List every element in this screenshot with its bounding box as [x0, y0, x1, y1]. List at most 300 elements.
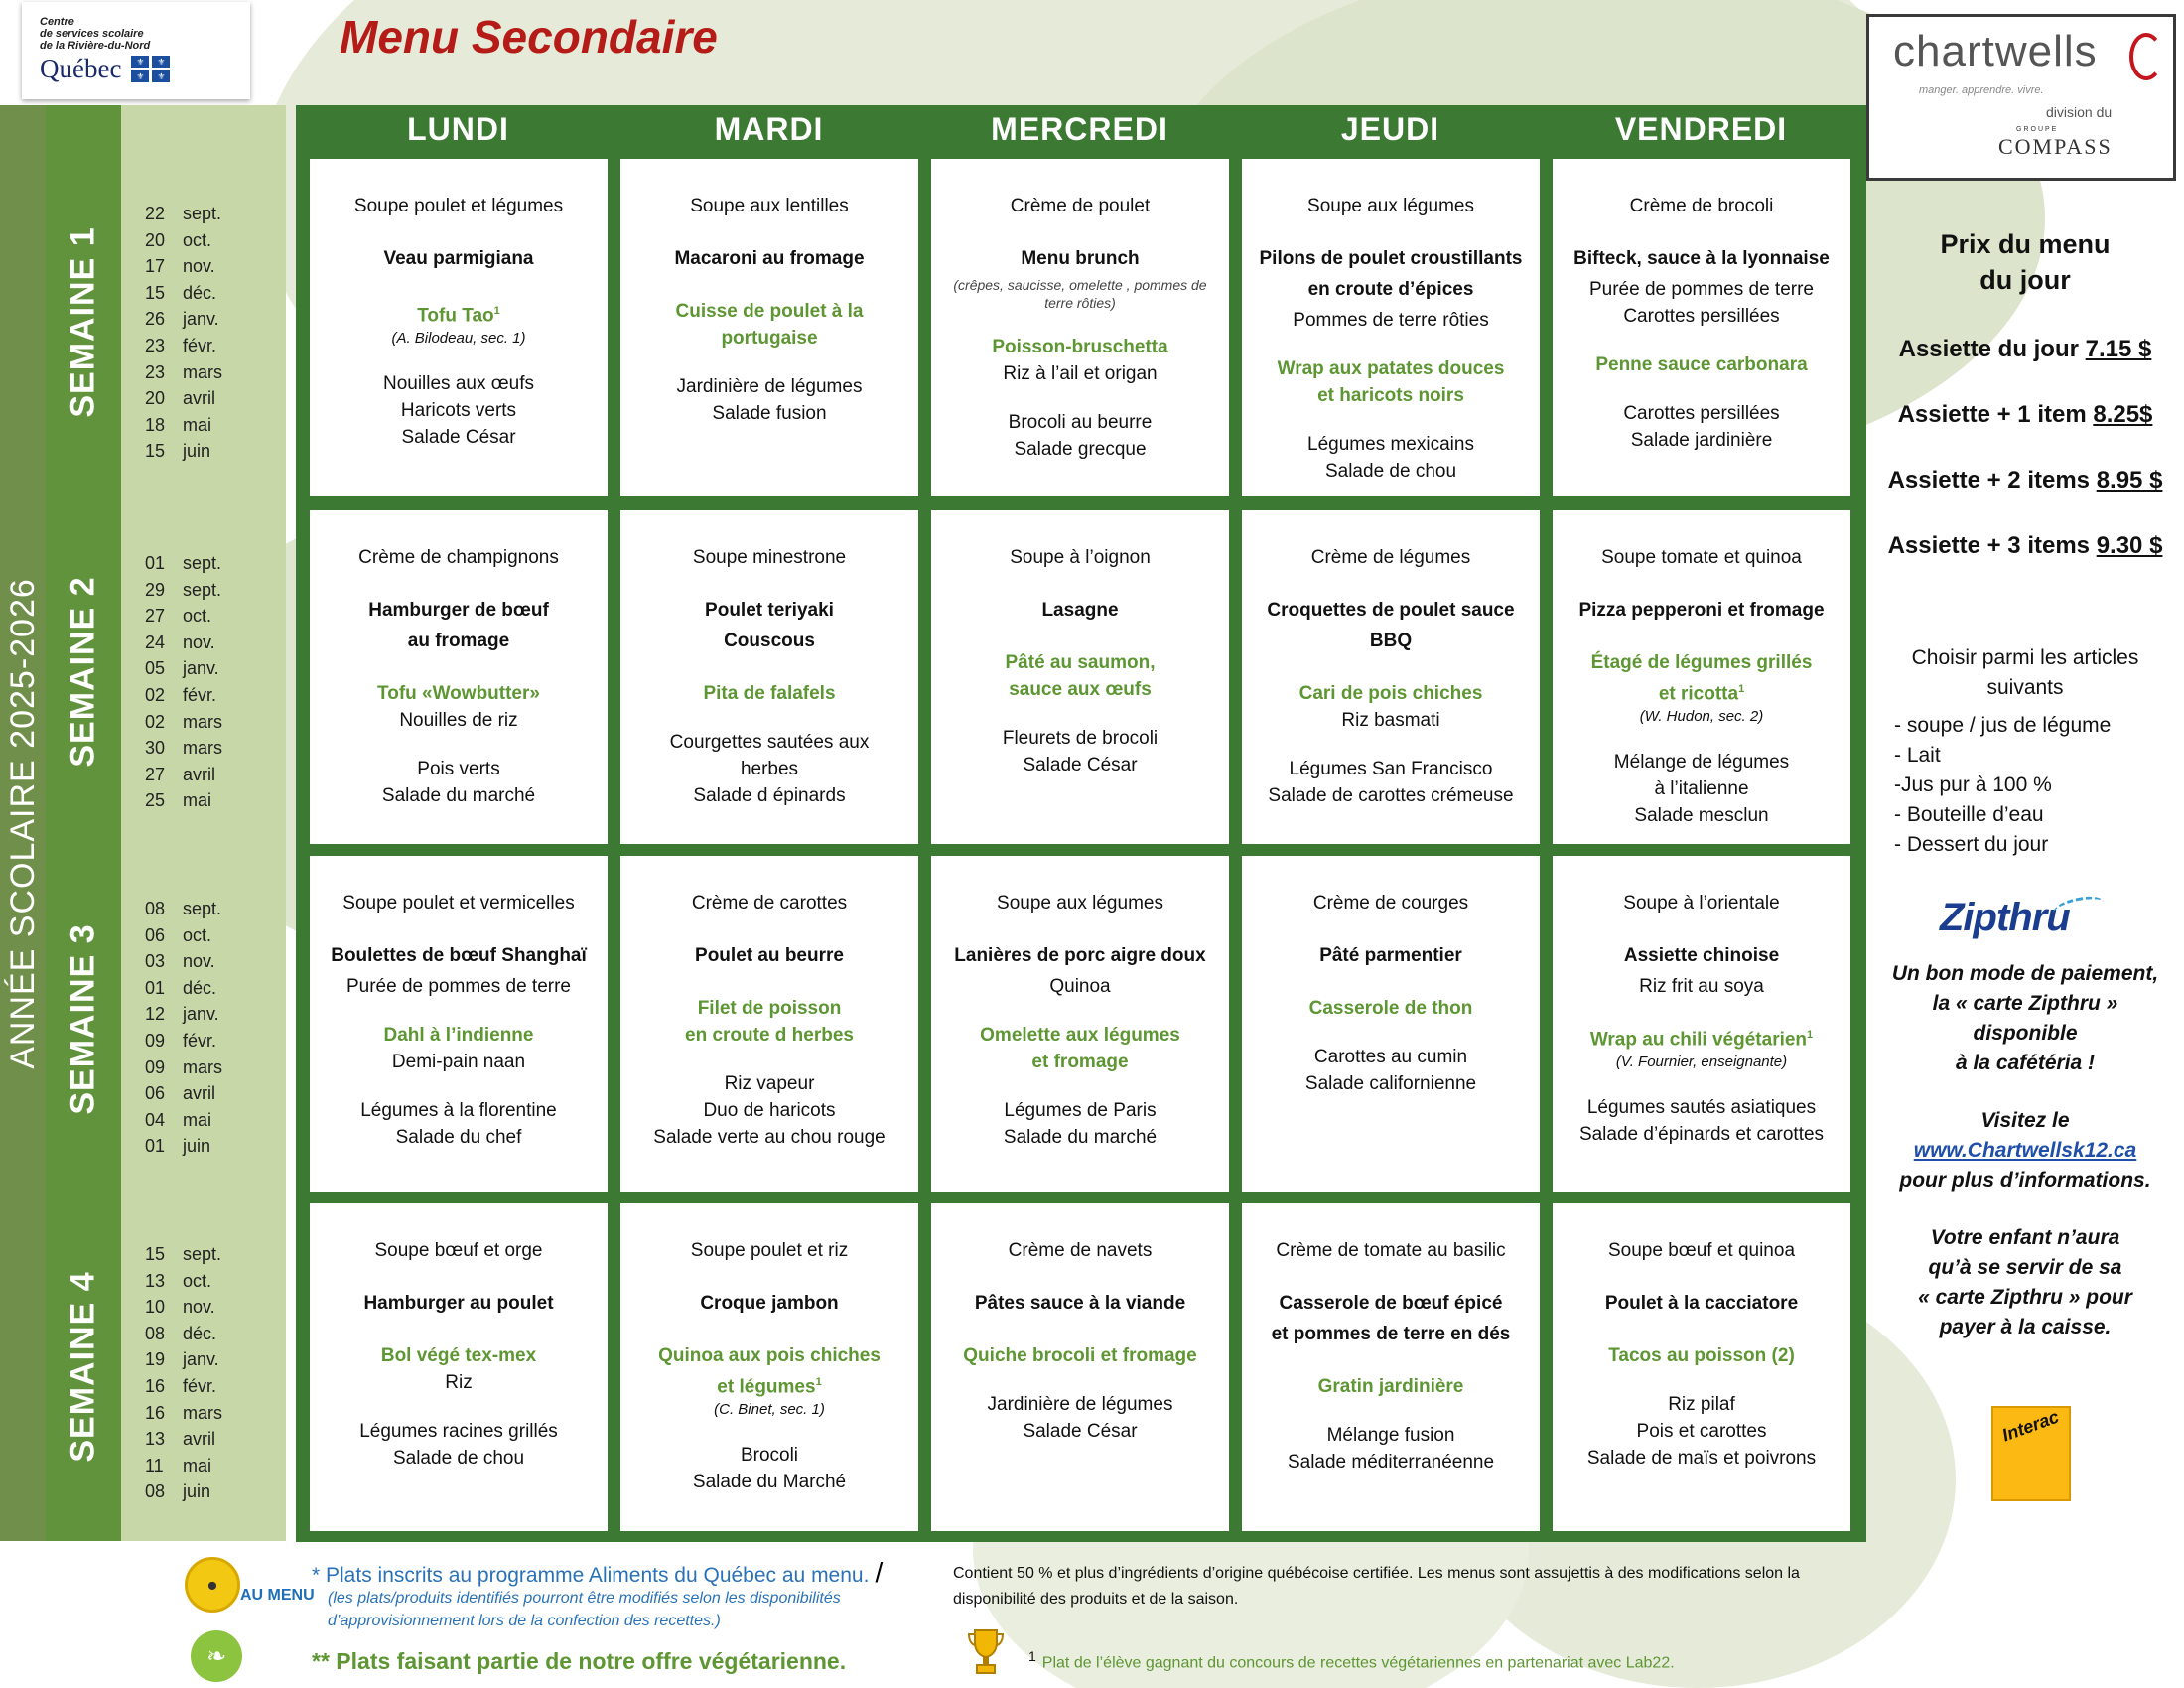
vegetarian-dish: Casserole de thon	[1308, 998, 1473, 1019]
date-row	[145, 385, 284, 412]
date-row	[145, 201, 284, 227]
date-month: févr.	[183, 1030, 217, 1051]
date-month: mars	[183, 711, 222, 732]
side-item: Salade de chou	[392, 1448, 525, 1469]
price-label: Assiette + 3 items	[1887, 532, 2097, 559]
main-dish: Casserole de bœuf épicé	[1279, 1293, 1503, 1314]
menu-cell	[620, 1203, 918, 1531]
date-day: 03	[145, 951, 166, 972]
date-month: avril	[183, 1083, 216, 1104]
main-dish: en croute d’épices	[1307, 279, 1474, 300]
side-item: Salade d’épinards et carottes	[1578, 1124, 1825, 1146]
date-day: 11	[145, 1455, 164, 1476]
date-row	[145, 306, 284, 333]
card-line: qu’à se servir de sa	[1928, 1256, 2122, 1279]
soup-item: Crème de brocoli	[1629, 196, 1774, 216]
date-day: 19	[145, 1349, 166, 1370]
vegetarian-dish-line	[417, 298, 500, 329]
side-item: Pois et carottes	[1636, 1421, 1767, 1442]
soup-item: Crème de navets	[1008, 1240, 1153, 1261]
soup-item: Crème de champignons	[358, 547, 559, 568]
price-title	[1866, 226, 2184, 298]
date-month: oct.	[183, 924, 212, 945]
soup-item: Soupe bœuf et orge	[374, 1240, 543, 1261]
card-line: « carte Zipthru » pour	[1918, 1286, 2132, 1309]
main-dish: Bifteck, sauce à la lyonnaise	[1573, 248, 1830, 269]
date-row	[145, 1294, 284, 1321]
footnote-aq	[312, 1557, 883, 1589]
date-month: mars	[183, 1056, 222, 1077]
day-header-mardi: MARDI	[714, 110, 824, 147]
side-item: Salade mesclun	[1634, 805, 1769, 827]
week-label: SEMAINE 3	[64, 922, 102, 1115]
date-row	[145, 1453, 284, 1479]
zipthru-logo: Zipthru	[1940, 896, 2070, 939]
footnote-line: (les plats/produits identifiés pourront être modifiés selon les disponibilités	[328, 1590, 841, 1607]
vegetarian-dish: Wrap aux patates douces	[1277, 358, 1505, 379]
main-dish: Veau parmigiana	[383, 248, 534, 269]
date-month: juin	[183, 441, 211, 462]
date-day: 06	[145, 1083, 166, 1104]
date-row	[145, 438, 284, 465]
vegetarian-dish: et ricotta	[1658, 683, 1739, 705]
zip-line: la « carte Zipthru »	[1932, 992, 2118, 1015]
price-value: 8.95 $	[2096, 467, 2163, 493]
footnote-marker: 1	[493, 305, 500, 317]
vegetarian-dish-line	[1659, 676, 1744, 707]
week-label-box	[46, 153, 121, 491]
vegetarian-dish: et fromage	[1031, 1052, 1129, 1072]
week-dates	[145, 896, 284, 1160]
side-item: Légumes de Paris	[1004, 1100, 1157, 1121]
vegetarian-dish: Tacos au poisson (2)	[1608, 1345, 1795, 1366]
date-month: juin	[183, 1481, 211, 1502]
vegetarian-dish: Cuisse de poulet à la	[675, 301, 864, 322]
date-row	[145, 630, 284, 656]
side-item: Salade du marché	[381, 785, 536, 806]
main-dish: Hamburger de bœuf	[368, 600, 549, 621]
footnote-marker: 1	[1738, 683, 1745, 695]
vegetarian-dish: en croute d herbes	[685, 1025, 854, 1046]
date-row	[145, 253, 284, 280]
main-dish: Hamburger au poulet	[363, 1293, 554, 1314]
aliments-du-quebec-logo: ⬤	[185, 1557, 240, 1613]
date-day: 15	[145, 1244, 166, 1264]
card-line: payer à la caisse.	[1939, 1316, 2112, 1338]
date-row	[145, 1241, 284, 1268]
side-item: Salade de maïs et poivrons	[1586, 1448, 1817, 1469]
side-item: Nouilles aux œufs	[382, 373, 535, 395]
date-row	[145, 922, 284, 949]
main-dish: au fromage	[407, 631, 510, 651]
apple-icon	[2129, 33, 2163, 80]
date-month: nov.	[183, 1297, 215, 1318]
side-item: Salade du marché	[1003, 1127, 1158, 1148]
date-row	[145, 896, 284, 922]
footnote-marker: 1	[1028, 1648, 1036, 1664]
date-month: mai	[183, 414, 212, 435]
footnote-contest-text: Plat de l’élève gagnant du concours de recettes végétariennes en partenariat avec Lab22.	[1041, 1654, 1675, 1672]
menu-cell	[620, 856, 918, 1192]
side-item: Salade du Marché	[692, 1472, 847, 1493]
choose-line: Choisir parmi les articles	[1911, 646, 2139, 669]
date-month: sept.	[183, 204, 222, 223]
date-day: 18	[145, 414, 166, 435]
footnote-marker: 1	[815, 1376, 822, 1388]
date-day: 01	[145, 977, 166, 998]
side-item: Salade du chef	[395, 1127, 522, 1148]
date-month: avril	[183, 388, 216, 409]
date-row	[145, 1478, 284, 1505]
zip-line: Un bon mode de paiement,	[1891, 962, 2159, 985]
date-month: févr.	[183, 1375, 217, 1396]
main-dish: Poulet teriyaki	[705, 600, 834, 621]
vegetarian-dish: Poisson-bruschetta	[992, 337, 1168, 357]
vegetarian-dish: Gratin jardinière	[1317, 1376, 1464, 1397]
main-dish: Lasagne	[1041, 600, 1119, 621]
soup-item: Crème de tomate au basilic	[1276, 1240, 1506, 1261]
date-month: nov.	[183, 256, 215, 277]
date-row	[145, 975, 284, 1002]
interac-wordmark: Interac	[1999, 1406, 2062, 1446]
side-item: Carottes persillées	[1623, 403, 1780, 424]
vegetarian-dish: Pâté au saumon,	[1005, 652, 1156, 673]
date-day: 20	[145, 388, 166, 409]
org-line: Centre	[40, 16, 74, 28]
choose-item: -Jus pur à 100 %	[1894, 774, 2052, 796]
date-day: 16	[145, 1375, 166, 1396]
soup-item: Crème de légumes	[1310, 547, 1471, 568]
week-dates	[145, 201, 284, 465]
date-row	[145, 735, 284, 762]
date-month: sept.	[183, 553, 222, 573]
main-dish: Menu brunch	[1021, 248, 1140, 269]
date-day: 09	[145, 1056, 166, 1077]
menu-cell	[1553, 856, 1850, 1192]
date-row	[145, 1107, 284, 1134]
date-day: 24	[145, 632, 166, 652]
zip-line: disponible	[1973, 1022, 2078, 1045]
price-row	[1866, 401, 2184, 429]
vegetarian-dish-line	[1590, 1022, 1813, 1053]
date-row	[145, 948, 284, 975]
date-day: 12	[145, 1004, 166, 1025]
side-item: Légumes mexicains	[1307, 434, 1474, 455]
date-month: oct.	[183, 229, 212, 250]
recipe-credit: (C. Binet, sec. 1)	[714, 1401, 825, 1419]
side-item: Légumes à la florentine	[360, 1100, 557, 1121]
main-dish: Couscous	[724, 631, 815, 651]
division-text: division du	[2046, 104, 2113, 120]
side-item: Pommes de terre rôties	[1293, 310, 1489, 331]
date-row	[145, 1001, 284, 1028]
vegetarian-dish: Filet de poisson	[697, 998, 842, 1019]
side-item: herbes	[740, 759, 799, 779]
day-header-jeudi: JEUDI	[1340, 110, 1440, 147]
date-month: janv.	[183, 1004, 219, 1025]
footnote-aq-detail	[328, 1587, 841, 1632]
side-item: Jardinière de légumes	[676, 376, 863, 397]
main-dish: Lanières de porc aigre doux	[954, 945, 1206, 966]
date-day: 26	[145, 309, 166, 330]
main-dish: Croquettes de poulet sauce	[1267, 600, 1515, 621]
vegetarian-dish: sauce aux œufs	[1009, 679, 1152, 700]
date-row	[145, 550, 284, 577]
date-month: oct.	[183, 606, 212, 627]
date-row	[145, 762, 284, 788]
chartwells-logo	[1866, 14, 2176, 181]
main-dish: Macaroni au fromage	[674, 248, 865, 269]
side-item: Riz pilaf	[1668, 1394, 1735, 1415]
side-item: Fleurets de brocoli	[1002, 728, 1159, 749]
date-day: 04	[145, 1109, 166, 1130]
vegetarian-dish: et légumes	[717, 1376, 816, 1398]
date-month: janv.	[183, 658, 219, 679]
date-month: mars	[183, 738, 222, 759]
vegetarian-dish: Wrap au chili végétarien	[1589, 1029, 1808, 1051]
side-item: Haricots verts	[400, 400, 517, 422]
date-day: 27	[145, 606, 166, 627]
menu-cell	[1553, 1203, 1850, 1531]
date-day: 25	[145, 790, 166, 811]
price-value: 9.30 $	[2096, 532, 2163, 559]
side-item: Salade californienne	[1304, 1073, 1477, 1094]
menu-cell	[1242, 159, 1540, 496]
menu-cell	[310, 856, 608, 1192]
main-dish: Croque jambon	[700, 1293, 839, 1314]
date-day: 15	[145, 282, 166, 303]
date-day: 15	[145, 441, 166, 462]
footnote-veg: ** Plats faisant partie de notre offre végétarienne.	[312, 1648, 847, 1674]
chartwells-wordmark: chartwells	[1893, 27, 2098, 75]
menu-cell	[1553, 510, 1850, 844]
date-row	[145, 1346, 284, 1373]
date-row	[145, 1400, 284, 1427]
leaf-icon: ❧	[191, 1630, 242, 1682]
date-month: mai	[183, 790, 212, 811]
menu-cell	[931, 159, 1229, 496]
date-month: janv.	[183, 1349, 219, 1370]
vegetarian-dish: portugaise	[721, 328, 818, 349]
side-item: Jardinière de légumes	[987, 1394, 1173, 1415]
price-value: 7.15 $	[2085, 336, 2152, 362]
week-label: SEMAINE 2	[64, 575, 102, 768]
soup-item: Soupe poulet et riz	[690, 1240, 849, 1261]
soup-item: Soupe poulet et vermicelles	[342, 893, 575, 914]
recipe-credit: (V. Fournier, enseignante)	[1615, 1054, 1788, 1071]
side-item: Duo de haricots	[703, 1100, 836, 1121]
date-day: 30	[145, 738, 166, 759]
date-month: déc.	[183, 282, 217, 303]
more-info-text: pour plus d’informations.	[1899, 1169, 2151, 1192]
side-item: Légumes racines grillés	[359, 1421, 558, 1442]
soup-item: Soupe aux légumes	[997, 893, 1163, 914]
date-month: juin	[183, 1136, 211, 1157]
date-row	[145, 1055, 284, 1081]
main-dish: Pilons de poulet croustillants	[1259, 248, 1523, 269]
soup-item: Soupe aux légumes	[1307, 196, 1474, 216]
date-day: 02	[145, 711, 166, 732]
soup-item: Soupe à l’oignon	[1010, 547, 1151, 568]
menu-cell	[931, 856, 1229, 1192]
main-dish: Pâté parmentier	[1319, 945, 1462, 966]
date-day: 01	[145, 1136, 166, 1157]
main-dish: et pommes de terre en dés	[1271, 1324, 1511, 1344]
week-label: SEMAINE 4	[64, 1270, 102, 1463]
main-dish: Pâtes sauce à la viande	[974, 1293, 1186, 1314]
side-item: Riz basmati	[1341, 710, 1440, 731]
menu-cell	[931, 1203, 1229, 1531]
date-row	[145, 682, 284, 709]
date-day: 08	[145, 1323, 166, 1343]
menu-cell	[620, 159, 918, 496]
date-month: avril	[183, 764, 216, 784]
date-month: mai	[183, 1455, 212, 1476]
day-header-mercredi: MERCREDI	[991, 110, 1168, 147]
date-row	[145, 1133, 284, 1160]
side-item: Salade grecque	[1014, 439, 1147, 460]
date-day: 13	[145, 1429, 166, 1450]
side-item: Riz frit au soya	[1639, 976, 1764, 997]
website-link[interactable]: www.Chartwellsk12.ca	[1913, 1139, 2137, 1162]
side-item: Salade de chou	[1324, 461, 1457, 482]
trophy-icon	[967, 1628, 1005, 1676]
date-day: 10	[145, 1297, 166, 1318]
interac-logo	[1991, 1406, 2071, 1501]
date-month: oct.	[183, 1270, 212, 1291]
css-logo	[22, 2, 250, 99]
side-item: Carottes au cumin	[1313, 1047, 1468, 1067]
date-month: déc.	[183, 977, 217, 998]
date-month: nov.	[183, 951, 215, 972]
vegetarian-dish: Quiche brocoli et fromage	[963, 1345, 1197, 1366]
side-item: Salade méditerranéenne	[1287, 1452, 1495, 1473]
price-title-line: du jour	[1979, 265, 2071, 295]
choose-item: - Lait	[1894, 744, 1941, 767]
zipthru-text	[1866, 959, 2184, 1342]
footnote-marker: 1	[1807, 1029, 1814, 1041]
side-item: Riz vapeur	[724, 1073, 815, 1094]
date-day: 02	[145, 684, 166, 705]
date-row	[145, 359, 284, 386]
date-row	[145, 1373, 284, 1400]
soup-item: Soupe minestrone	[692, 547, 847, 568]
school-year-label: ANNÉE SCOLAIRE 2025-2026	[3, 577, 42, 1069]
date-day: 09	[145, 1030, 166, 1051]
soup-item: Soupe tomate et quinoa	[1601, 547, 1802, 568]
menu-cell	[1242, 856, 1540, 1192]
side-item: Pois verts	[417, 759, 500, 779]
side-item: Purée de pommes de terre	[1588, 279, 1814, 300]
soup-item: Soupe poulet et légumes	[353, 196, 564, 216]
date-row	[145, 280, 284, 307]
side-item: Salade verte au chou rouge	[653, 1127, 886, 1148]
side-item: Mélange fusion	[1326, 1425, 1455, 1446]
date-day: 08	[145, 1481, 166, 1502]
soup-item: Crème de poulet	[1010, 196, 1151, 216]
zip-line: à la cafétéria !	[1955, 1052, 2096, 1074]
footnote-aq-text: * Plats inscrits au programme Aliments du Québec au menu.	[312, 1564, 870, 1587]
date-row	[145, 577, 284, 604]
visit-text: Visitez le	[1980, 1109, 2070, 1132]
vegetarian-dish: Bol végé tex-mex	[380, 1345, 537, 1366]
vegetarian-dish: Cari de pois chiches	[1298, 683, 1483, 704]
week-dates	[145, 1241, 284, 1505]
date-day: 23	[145, 335, 166, 355]
price-label: Assiette + 1 item	[1897, 401, 2094, 428]
date-month: sept.	[183, 579, 222, 600]
date-month: févr.	[183, 335, 217, 355]
week-label: SEMAINE 1	[64, 225, 102, 418]
side-item: Légumes sautés asiatiques	[1586, 1097, 1817, 1119]
side-item: Nouilles de riz	[399, 710, 518, 731]
chartwells-tagline: manger. apprendre. vivre.	[1919, 84, 2044, 96]
date-month: déc.	[183, 1323, 217, 1343]
date-month: févr.	[183, 684, 217, 705]
date-day: 22	[145, 204, 166, 223]
recipe-credit: (A. Bilodeau, sec. 1)	[391, 330, 526, 348]
date-row	[145, 603, 284, 630]
side-item: Salade César	[401, 427, 516, 449]
side-item: Riz	[445, 1372, 473, 1393]
date-day: 17	[145, 256, 166, 277]
side-item: Purée de pommes de terre	[345, 976, 571, 997]
side-item: Carottes persillées	[1623, 306, 1780, 327]
fleurdelise-flag-icon: ⚜ ⚜ ⚜ ⚜	[131, 56, 170, 82]
choose-line: suivants	[1986, 676, 2064, 699]
price-label: Assiette du jour	[1898, 336, 2086, 362]
date-row	[145, 1028, 284, 1055]
aq-menu-label: AU MENU	[240, 1587, 315, 1604]
menu-cell	[931, 510, 1229, 844]
vegetarian-dish: Quinoa aux pois chiches	[658, 1345, 881, 1366]
week-label-box	[46, 502, 121, 840]
vegetarian-dish: Étagé de légumes grillés	[1590, 652, 1813, 673]
side-item: à l’italienne	[1654, 778, 1749, 800]
main-dish: Boulettes de bœuf Shanghaï	[331, 945, 587, 966]
soup-item: Soupe aux lentilles	[690, 196, 849, 216]
vegetarian-dish: Pita de falafels	[703, 683, 836, 704]
footnote-contest	[1028, 1648, 1675, 1672]
org-line: de la Rivière-du-Nord	[40, 40, 151, 52]
price-title-line: Prix du menu	[1940, 229, 2111, 259]
side-item: Brocoli au beurre	[1008, 412, 1153, 433]
soup-item: Crème de carottes	[691, 893, 848, 914]
date-row	[145, 1426, 284, 1453]
day-header-vendredi: VENDREDI	[1614, 110, 1788, 147]
date-day: 05	[145, 658, 166, 679]
date-row	[145, 655, 284, 682]
day-header-lundi: LUNDI	[407, 110, 509, 147]
vegetarian-dish-line	[717, 1369, 821, 1400]
footnote-slash: /	[875, 1557, 884, 1588]
date-month: sept.	[183, 899, 222, 918]
week-dates	[145, 550, 284, 814]
side-item: Légumes San Francisco	[1289, 759, 1493, 779]
page-title: Menu Secondaire	[340, 11, 718, 63]
main-dish: Pizza pepperoni et fromage	[1578, 600, 1825, 621]
vegetarian-dish: Tofu Tao	[417, 305, 494, 327]
soup-item: Soupe bœuf et quinoa	[1607, 1240, 1796, 1261]
price-row	[1866, 467, 2184, 494]
date-day: 01	[145, 553, 166, 573]
date-day: 08	[145, 899, 166, 918]
org-line: de services scolaire	[40, 28, 144, 40]
footnote-line: d’approvisionnement lors de la confection des recettes.)	[328, 1613, 721, 1629]
side-item: Salade de carottes crémeuse	[1268, 785, 1514, 806]
soup-item: Crème de courges	[1312, 893, 1469, 914]
price-label: Assiette + 2 items	[1887, 467, 2097, 493]
